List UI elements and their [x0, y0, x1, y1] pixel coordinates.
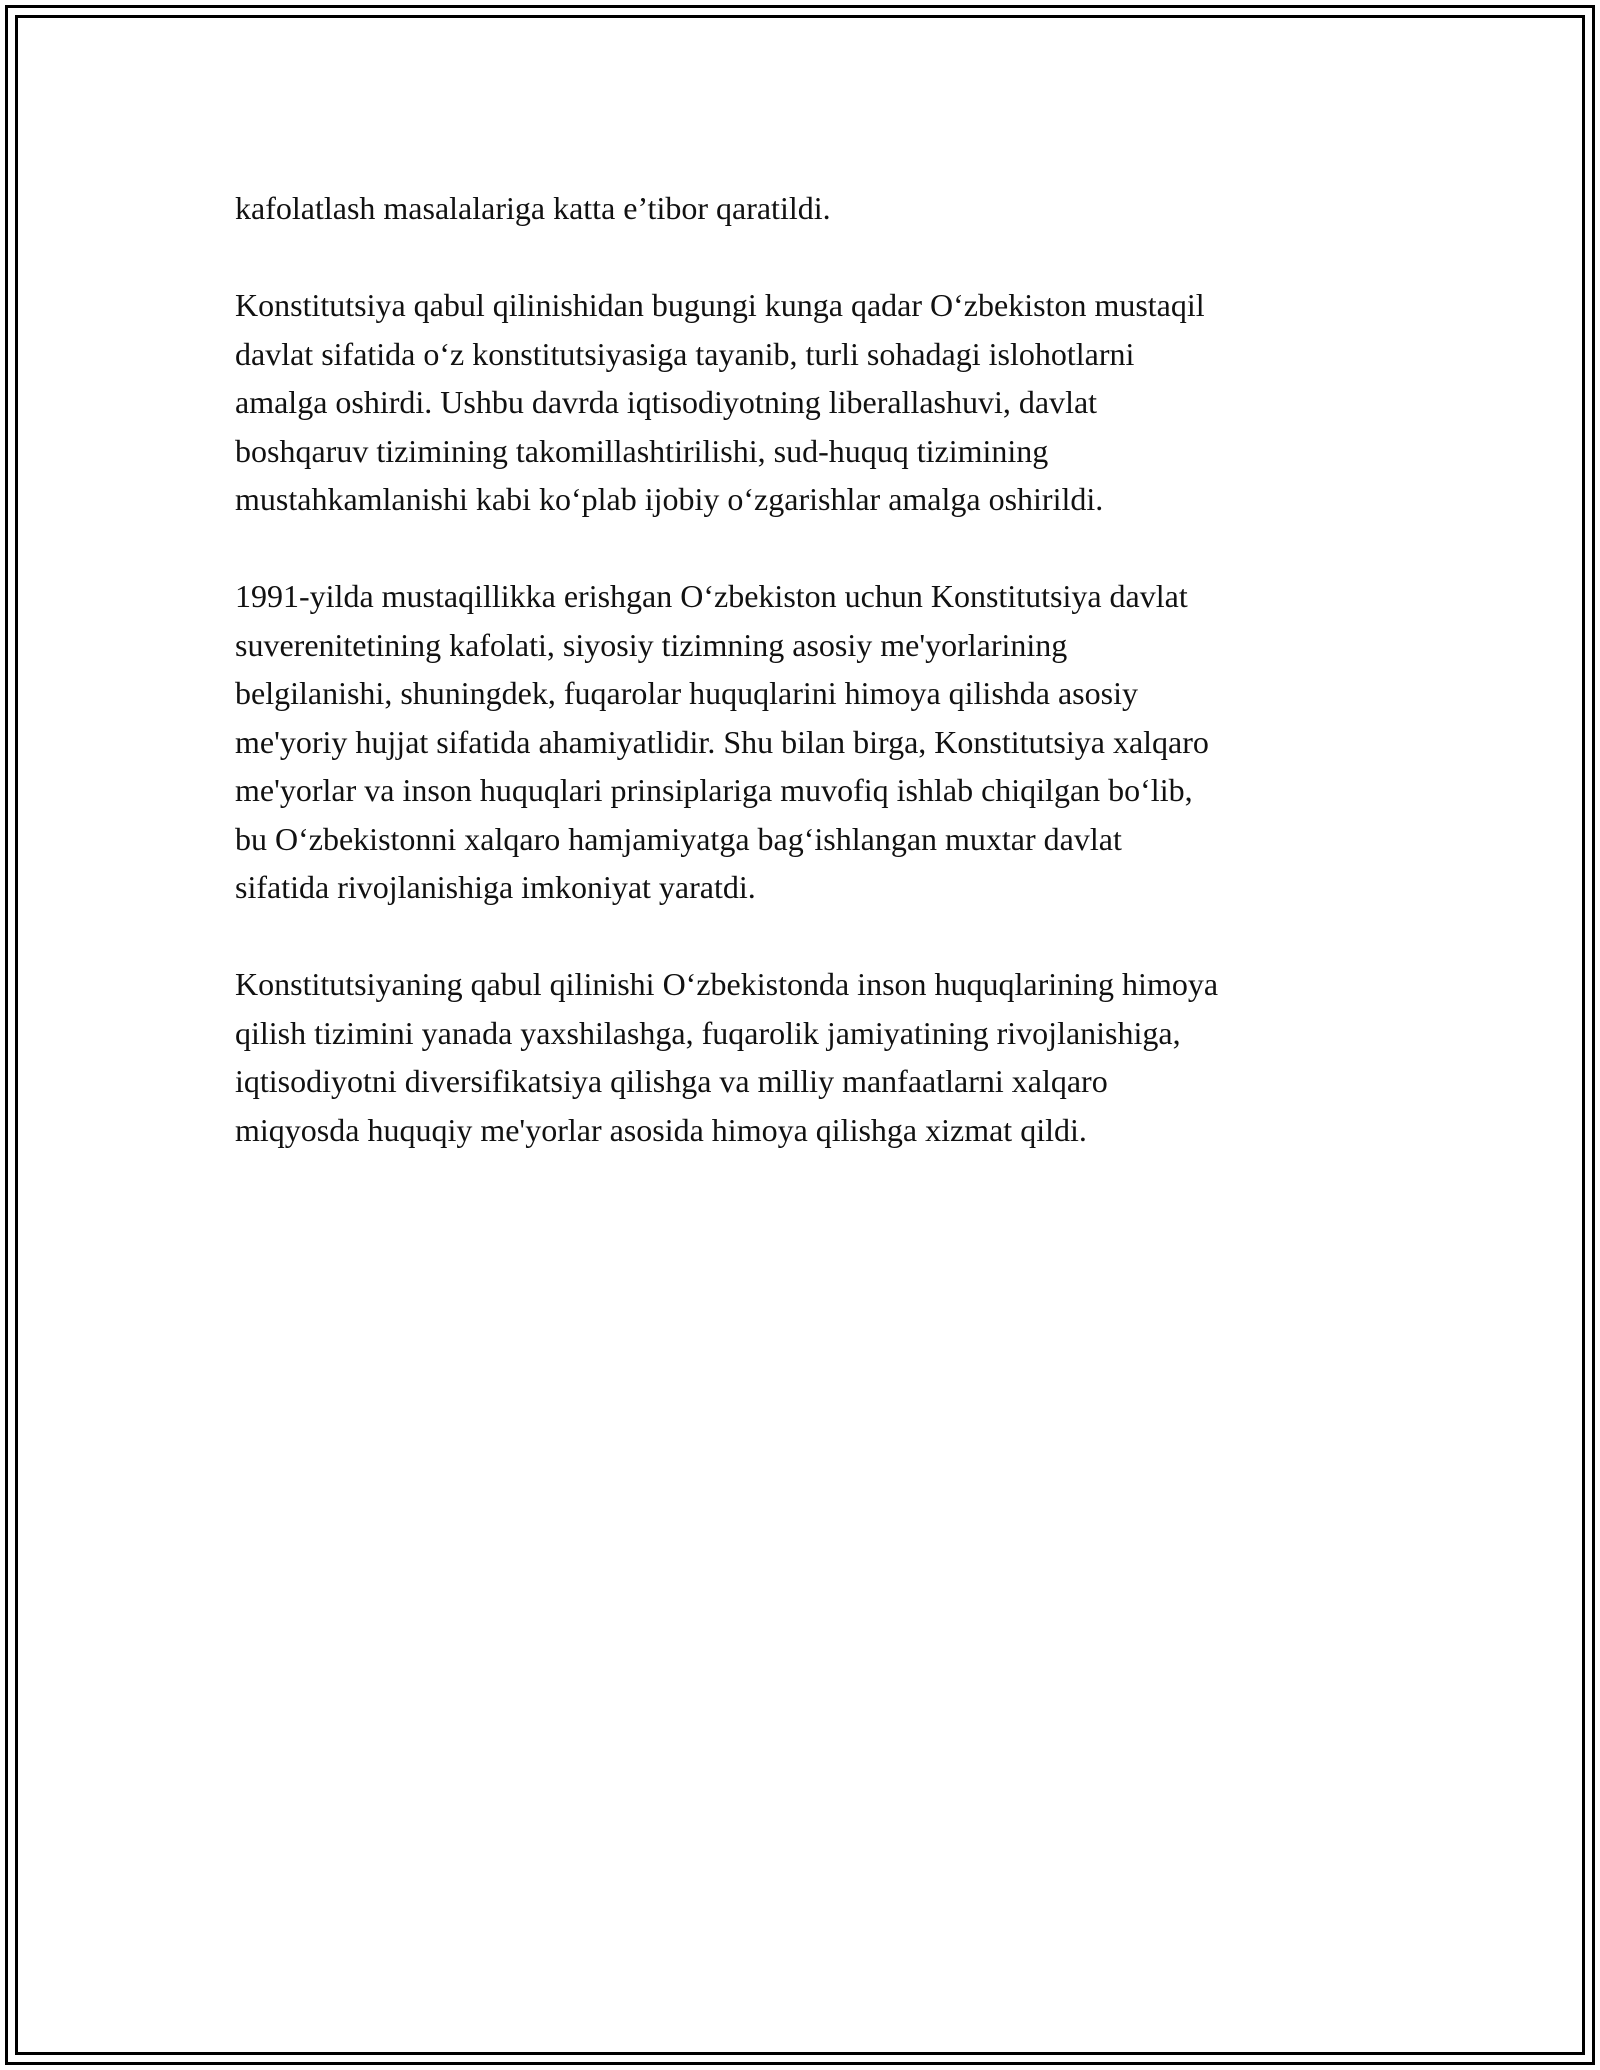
- paragraph-3: [235, 572, 1395, 912]
- text-line: bu O‘zbekistonni xalqaro hamjamiyatga bag‘ishlangan muxtar davlat: [235, 820, 1122, 857]
- text-line: davlat sifatida o‘z konstitutsiyasiga tayanib, turli sohadagi islohotlarni: [235, 335, 1135, 372]
- paragraph-1: [235, 184, 1395, 233]
- text-line: me'yorlar va inson huquqlari prinsiplariga muvofiq ishlab chiqilgan bo‘lib,: [235, 772, 1193, 808]
- text-line: miqyosda huquqiy me'yorlar asosida himoya qilishga xizmat qildi.: [235, 1111, 1087, 1148]
- text-line: suverenitetining kafolati, siyosiy tizimning asosiy me'yorlarining: [235, 626, 1068, 663]
- document-body: [235, 184, 1395, 1203]
- text-line: amalga oshirdi. Ushbu davrda iqtisodiyotning liberallashuvi, davlat: [235, 384, 1098, 420]
- text-line: qilish tizimini yanada yaxshilashga, fuqarolik jamiyatining rivojlanishiga,: [235, 1014, 1181, 1051]
- text-line: me'yoriy hujjat sifatida ahamiyatlidir. Shu bilan birga, Konstitutsiya xalqaro: [235, 723, 1209, 760]
- text-line: Konstitutsiyaning qabul qilinishi O‘zbekistonda inson huquqlarining himoya: [235, 966, 1219, 1002]
- text-line: Konstitutsiya qabul qilinishidan bugungi kunga qadar O‘zbekiston mustaqil: [235, 287, 1205, 323]
- text-line: mustahkamlanishi kabi ko‘plab ijobiy o‘zgarishlar amalga oshirildi.: [235, 481, 1104, 517]
- text-line: sifatida rivojlanishiga imkoniyat yaratdi.: [235, 869, 756, 905]
- text-line: belgilanishi, shuningdek, fuqarolar huquqlarini himoya qilishda asosiy: [235, 675, 1138, 711]
- paragraph-2: [235, 281, 1395, 524]
- text-line: 1991-yilda mustaqillikka erishgan O‘zbekiston uchun Konstitutsiya davlat: [235, 578, 1188, 614]
- text-line: boshqaruv tizimining takomillashtirilishi, sud-huquq tizimining: [235, 432, 1049, 469]
- text-line: iqtisodiyotni diversifikatsiya qilishga va milliy manfaatlarni xalqaro: [235, 1063, 1108, 1099]
- paragraph-4: [235, 960, 1395, 1154]
- text-line: kafolatlash masalalariga katta e’tibor qaratildi.: [235, 190, 831, 226]
